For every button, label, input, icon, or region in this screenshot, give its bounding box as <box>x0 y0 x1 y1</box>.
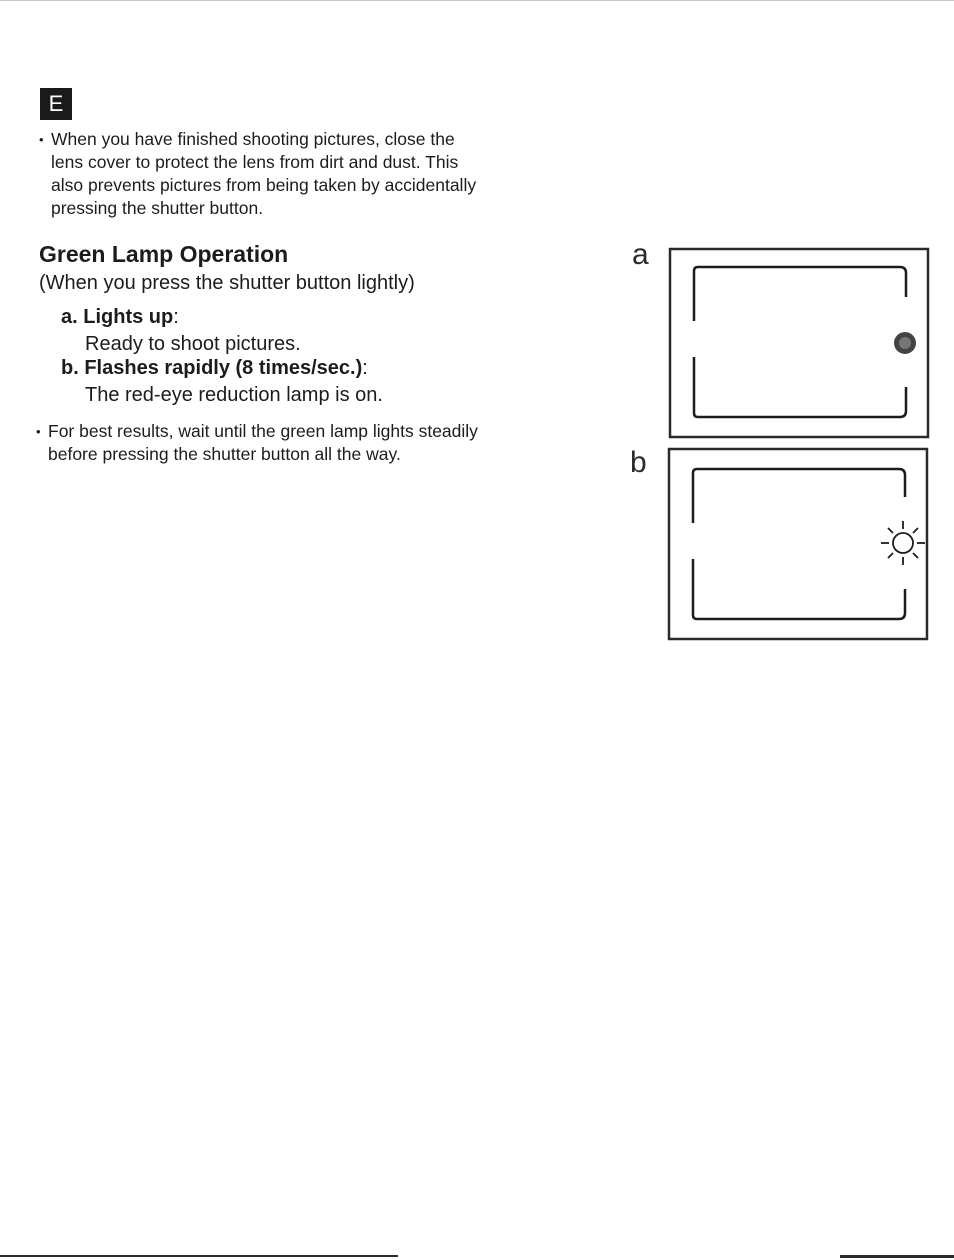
viewfinder-b-illustration <box>667 447 929 643</box>
item-colon: : <box>362 357 368 379</box>
note-line: For best results, wait until the green lamp lights steadily <box>48 421 478 441</box>
language-badge: E <box>40 88 72 120</box>
note-line: When you have finished shooting pictures, close the <box>51 129 455 149</box>
item-letter: a. <box>61 306 78 328</box>
item-a-description: Ready to shoot pictures. <box>85 333 301 355</box>
bottom-edge-rule <box>840 1255 954 1258</box>
section-title: Green Lamp Operation <box>39 241 289 267</box>
note-line: before pressing the shutter button all the way. <box>48 444 401 464</box>
note-line: pressing the shutter button. <box>51 198 264 218</box>
item-colon: : <box>173 306 179 328</box>
item-a-heading <box>61 306 179 329</box>
item-heading-text: Lights up <box>83 306 174 328</box>
panel-a-label: a <box>632 238 649 271</box>
top-edge-rule <box>0 0 954 1</box>
lens-cover-note <box>39 128 531 220</box>
bullet-icon: • <box>39 132 44 147</box>
lamp-lit-icon <box>894 332 916 354</box>
section-subtitle: (When you press the shutter button lightly) <box>39 272 415 294</box>
item-b-description: The red-eye reduction lamp is on. <box>85 384 383 406</box>
viewfinder-a-illustration <box>668 247 930 439</box>
item-b-heading <box>61 357 368 380</box>
item-heading-text: Flashes rapidly (8 times/sec.) <box>84 357 363 379</box>
bullet-icon: • <box>36 424 41 439</box>
bottom-edge-rule <box>0 1255 398 1257</box>
panel-b-label: b <box>630 446 647 479</box>
best-results-note <box>36 420 528 466</box>
note-line: also prevents pictures from being taken by accidentally <box>51 175 477 195</box>
viewfinder-frame <box>670 249 928 437</box>
note-line: lens cover to protect the lens from dirt and dust. This <box>51 152 459 172</box>
viewfinder-frame <box>669 449 927 639</box>
item-letter: b. <box>61 357 79 379</box>
